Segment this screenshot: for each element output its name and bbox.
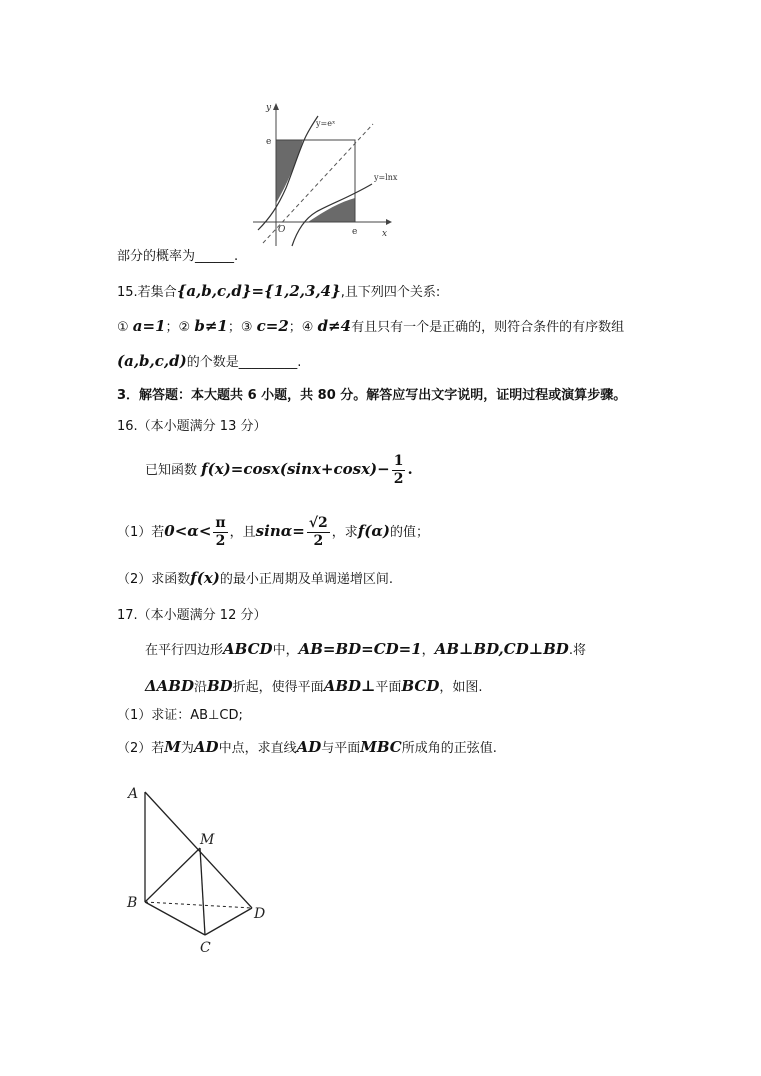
p17-line1: 在平行四边形ABCD中，AB=BD=CD=1，AB⊥BD,CD⊥BD.将 [145, 640, 586, 658]
vertex-m: M [200, 832, 215, 848]
p14-tail: 部分的概率为______. [117, 249, 239, 264]
edge-cd [205, 908, 252, 935]
edge-bc [145, 902, 205, 935]
p15-line1: 15.若集合{a,b,c,d}={1,2,3,4},且下列四个关系: [117, 282, 441, 300]
p17-q1: （1）求证：AB⊥CD; [117, 708, 243, 723]
edge-bd-dashed [145, 902, 252, 908]
y-axis-arrow [273, 103, 279, 110]
fraction-one-half: $\frac{1}{2}$ [393, 453, 404, 487]
p16-function-def: 已知函数 f(x)=cosx(sinx+cosx)− $\frac{1}{2}$ . [145, 453, 413, 487]
label-e-y: e [266, 137, 272, 147]
label-ln-curve: y=lnx [374, 173, 398, 182]
p16-q2: （2）求函数f(x)的最小正周期及单调递增区间. [117, 569, 394, 587]
label-exp-curve: y=eˣ [316, 119, 336, 128]
vertex-b: B [127, 895, 138, 911]
fraction-pi-over-2: $\frac{\pi}{2}$ [215, 515, 226, 549]
p15-set-def: {a,b,c,d}={1,2,3,4} [176, 282, 341, 300]
label-origin: O [278, 225, 286, 235]
edge-mc [200, 848, 205, 935]
vertex-c: C [200, 940, 211, 956]
label-x: x [382, 229, 388, 239]
label-e-x: e [352, 227, 358, 237]
exp-ln-graph [248, 98, 398, 248]
p15-line2: ① a=1；② b≠1；③ c=2；④ d≠4有且只有一个是正确的，则符合条件的有序数组 [117, 317, 625, 335]
p16-header: 16.（本小题满分 13 分） [117, 419, 267, 434]
edge-bm [145, 848, 200, 902]
section3-heading: 3．解答题：本大题共 6 小题，共 80 分。解答应写出文字说明，证明过程或演算步骤。 [117, 388, 627, 403]
p16-function: f(x)=cosx(sinx+cosx)− [201, 460, 390, 478]
p17-header: 17.（本小题满分 12 分） [117, 608, 267, 623]
p15-tuple: (a,b,c,d) [117, 352, 187, 370]
shaded-region-lower [308, 198, 355, 222]
fraction-sqrt2-over-2: $\frac{√2}{2}$ [308, 515, 328, 549]
vertex-a: A [128, 786, 139, 802]
x-axis-arrow [386, 219, 392, 225]
p15-line3: (a,b,c,d)的个数是_________. [117, 352, 302, 370]
p17-line2: ΔABD沿BD折起，使得平面ABD⊥平面BCD，如图. [145, 677, 483, 695]
shaded-region-upper [276, 140, 303, 203]
vertex-d: D [254, 906, 266, 922]
folded-tetrahedron-figure [120, 780, 280, 960]
p16-q1: （1）若0<α< $\frac{\pi}{2}$ ，且sinα= $\frac{√2}{2}$ ，求f(α)的值； [117, 515, 430, 549]
p17-q2: （2）若M为AD中点，求直线AD与平面MBC所成角的正弦值. [117, 738, 497, 756]
label-y: y [266, 103, 272, 113]
